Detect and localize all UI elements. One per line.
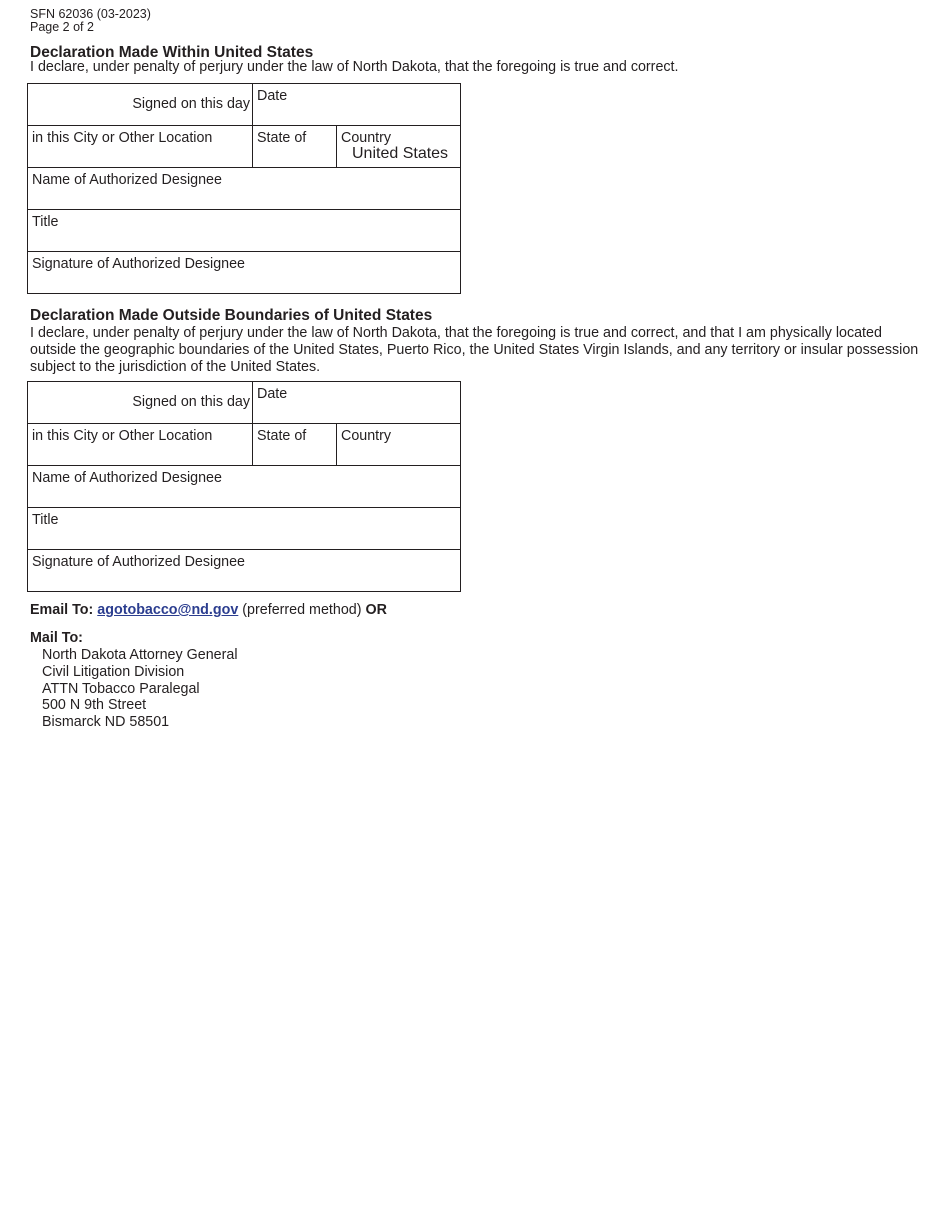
signature-row <box>28 251 460 293</box>
designee-name-row <box>28 167 460 209</box>
email-note: (preferred method) <box>242 602 362 618</box>
state-field[interactable] <box>252 126 336 167</box>
email-line <box>30 602 387 618</box>
date-label: Date <box>257 386 288 402</box>
form-header <box>30 8 151 34</box>
city-label: in this City or Other Location <box>32 428 213 444</box>
title-field[interactable] <box>28 508 460 549</box>
signed-date-row <box>28 84 460 125</box>
location-row <box>28 125 460 167</box>
date-field[interactable] <box>252 84 460 125</box>
date-label: Date <box>257 88 288 104</box>
title-field[interactable] <box>28 210 460 251</box>
title-row <box>28 209 460 251</box>
mailing-address <box>42 647 238 731</box>
email-label: Email To: <box>30 602 94 618</box>
city-label: in this City or Other Location <box>32 130 213 146</box>
address-line: Bismarck ND 58501 <box>42 714 170 731</box>
designee-name-label: Name of Authorized Designee <box>32 172 222 188</box>
address-line: 500 N 9th Street <box>42 697 147 714</box>
signature-field[interactable] <box>28 252 460 293</box>
or-text: OR <box>365 602 387 618</box>
signed-date-row <box>28 382 460 423</box>
country-field[interactable] <box>336 424 460 465</box>
designee-name-field[interactable] <box>28 466 460 507</box>
address-line: North Dakota Attorney General <box>42 647 238 663</box>
country-field[interactable] <box>336 126 460 167</box>
title-label: Title <box>32 512 59 528</box>
location-row <box>28 423 460 465</box>
signature-label: Signature of Authorized Designee <box>32 554 246 570</box>
signed-day-label: Signed on this day <box>132 96 250 112</box>
page-indicator: Page 2 of 2 <box>30 20 94 34</box>
designee-name-label: Name of Authorized Designee <box>32 470 222 486</box>
address-line: Civil Litigation Division <box>42 663 185 680</box>
state-label: State of <box>257 428 307 444</box>
address-line: ATTN Tobacco Paralegal <box>42 680 200 697</box>
title-row <box>28 507 460 549</box>
signed-day-cell <box>28 84 252 125</box>
state-label: State of <box>257 130 307 146</box>
within-us-form <box>27 83 461 294</box>
section-outside-title: Declaration Made Outside Boundaries of United States <box>30 307 433 324</box>
designee-name-row <box>28 465 460 507</box>
date-field[interactable] <box>252 382 460 423</box>
designee-name-field[interactable] <box>28 168 460 209</box>
section-within-statement: I declare, under penalty of perjury under the law of North Dakota, that the foregoing is true and correct. <box>30 59 679 75</box>
section-outside-statement: I declare, under penalty of perjury under the law of North Dakota, that the foregoing is true and correct, and that I am physically located outside the geographic boundaries of the United States, Puerto Rico, the United States Virgin Islands, and any territory or insular possession subject to the jurisdiction of the United States. <box>30 325 919 375</box>
signature-label: Signature of Authorized Designee <box>32 256 246 272</box>
city-field[interactable] <box>28 126 252 167</box>
mail-label: Mail To: <box>30 630 83 646</box>
city-field[interactable] <box>28 424 252 465</box>
signature-field[interactable] <box>28 550 460 591</box>
country-label: Country <box>341 130 392 146</box>
title-label: Title <box>32 214 59 230</box>
signed-day-label: Signed on this day <box>132 394 250 410</box>
country-label: Country <box>341 428 392 444</box>
state-field[interactable] <box>252 424 336 465</box>
outside-us-form <box>27 381 461 592</box>
signed-day-cell <box>28 382 252 423</box>
form-number: SFN 62036 (03-2023) <box>30 7 151 21</box>
signature-row <box>28 549 460 591</box>
country-value: United States <box>352 145 449 162</box>
section-within-title: Declaration Made Within United States <box>30 44 314 61</box>
email-link[interactable]: agotobacco@nd.gov <box>97 602 239 618</box>
